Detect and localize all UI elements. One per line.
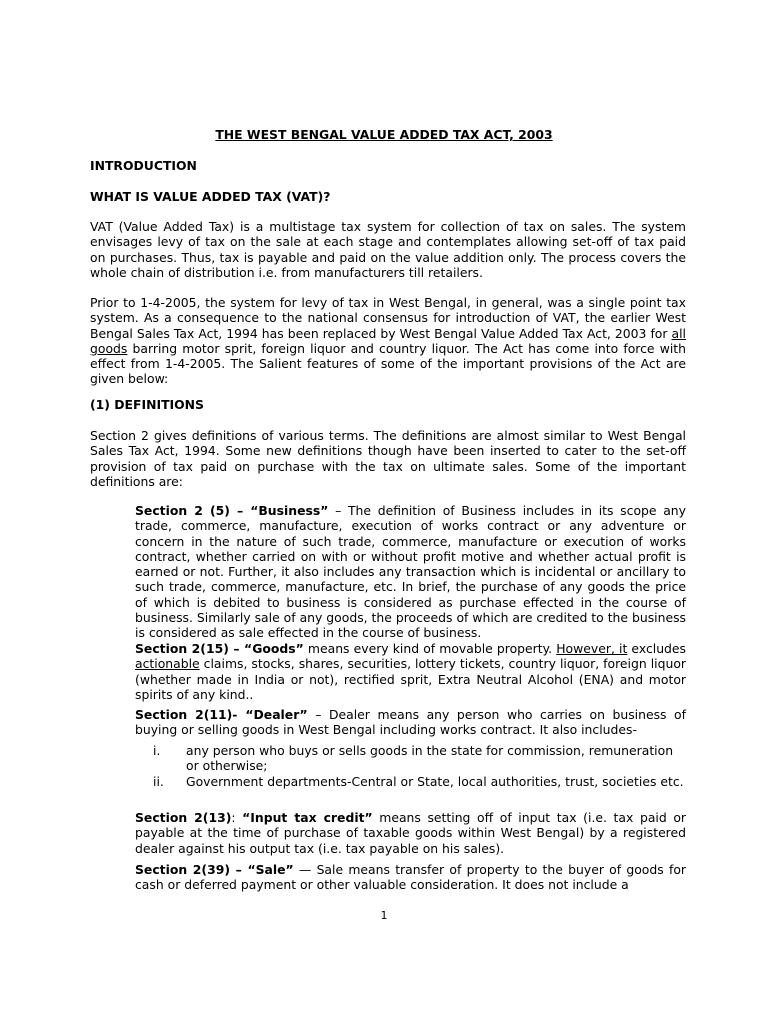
page-number: 1 [380,909,388,922]
document-title: THE WEST BENGAL VALUE ADDED TAX ACT, 2003 [215,127,553,142]
section-goods: Section 2(15) – “Goods” means every kind of movable property. However, it excludes actionable claims, stocks, shares, securities, lottery tickets, country liquor, foreign liquor (whether made in India or not), rectified sprit, Extra Neutral Alcohol (ENA) and motor spirits of any kind.. [135,641,687,702]
list-item: ii. Government departments-Central or State, local authorities, trust, societies etc. [153,773,684,789]
section-itc-label: Section 2(13) [135,810,232,825]
section-input-tax-credit: Section 2(13): “Input tax credit” means setting off of input tax (i.e. tax paid or payable at the time of purchase of taxable goods within West Bengal) by a registered dealer against his output tax (i.e. tax payable on his sales). [135,810,687,856]
definitions-paragraph: Section 2 gives definitions of various terms. The definitions are almost similar to West Bengal Sales Tax Act, 1994. Some new definitions though have been inserted to cater to the set-off provision of tax paid on purchase with the tax on ultimate sales. Some of the important definitions are: [90,428,686,489]
section-dealer-label: Section 2(11)- “Dealer” [135,707,308,722]
section-business: Section 2 (5) – “Business” – The definition of Business includes in its scope any trade, commerce, manufacture, execution of works contract or any adventure or concern in the nature of such trade, commerce, manufacture or execution of works contract, whether carried on with or without profit motive and whether actual profit is earned or not. Further, it also includes any transaction which is incidental or ancillary to such trade, commerce, manufacture, etc. In brief, the purchase of any goods the price of which is debited to business is considered as purchase effected in the course of business. Similarly sale of any goods, the proceeds of which are credited to the business is considered as sale effected in the course of business. [135,503,686,641]
section-goods-label: Section 2(15) – “Goods” [135,641,304,656]
dealer-includes-list [135,743,686,789]
introduction-heading: INTRODUCTION [90,158,197,173]
definitions-heading: (1) DEFINITIONS [90,397,204,412]
section-business-label: Section 2 (5) – “Business” [135,503,329,518]
section-dealer: Section 2(11)- “Dealer” – Dealer means any person who carries on business of buying or selling goods in West Bengal including works contract. It also includes- [135,707,686,738]
vat-paragraph: VAT (Value Added Tax) is a multistage tax system for collection of tax on sales. The system envisages levy of tax on the sale at each stage and contemplates allowing set-off of tax paid on purchases. Thus, tax is payable and paid on the value addition only. The process covers the whole chain of distribution i.e. from manufacturers till retailers. [90,219,686,280]
prior-paragraph: Prior to 1-4-2005, the system for levy of tax in West Bengal, in general, was a single point tax system. As a consequence to the national consensus for introduction of VAT, the earlier West Bengal Sales Tax Act, 1994 has been replaced by West Bengal Value Added Tax Act, 2003 for all goods barring motor sprit, foreign liquor and country liquor. The Act has come into force with effect from 1-4-2005. The Salient features of some of the important provisions of the Act are given below: [90,295,686,387]
all-goods-underlined: all goods [90,325,686,356]
section-sale-label: Section 2(39) – “Sale” [135,862,294,877]
section-sale: Section 2(39) – “Sale” — Sale means transfer of property to the buyer of goods for cash or deferred payment or other valuable consideration. It does not include a [135,862,686,893]
list-item: i. any person who buys or sells goods in the state for commission, remuneration or otherwise; [153,743,674,774]
vat-heading: WHAT IS VALUE ADDED TAX (VAT)? [90,189,331,204]
